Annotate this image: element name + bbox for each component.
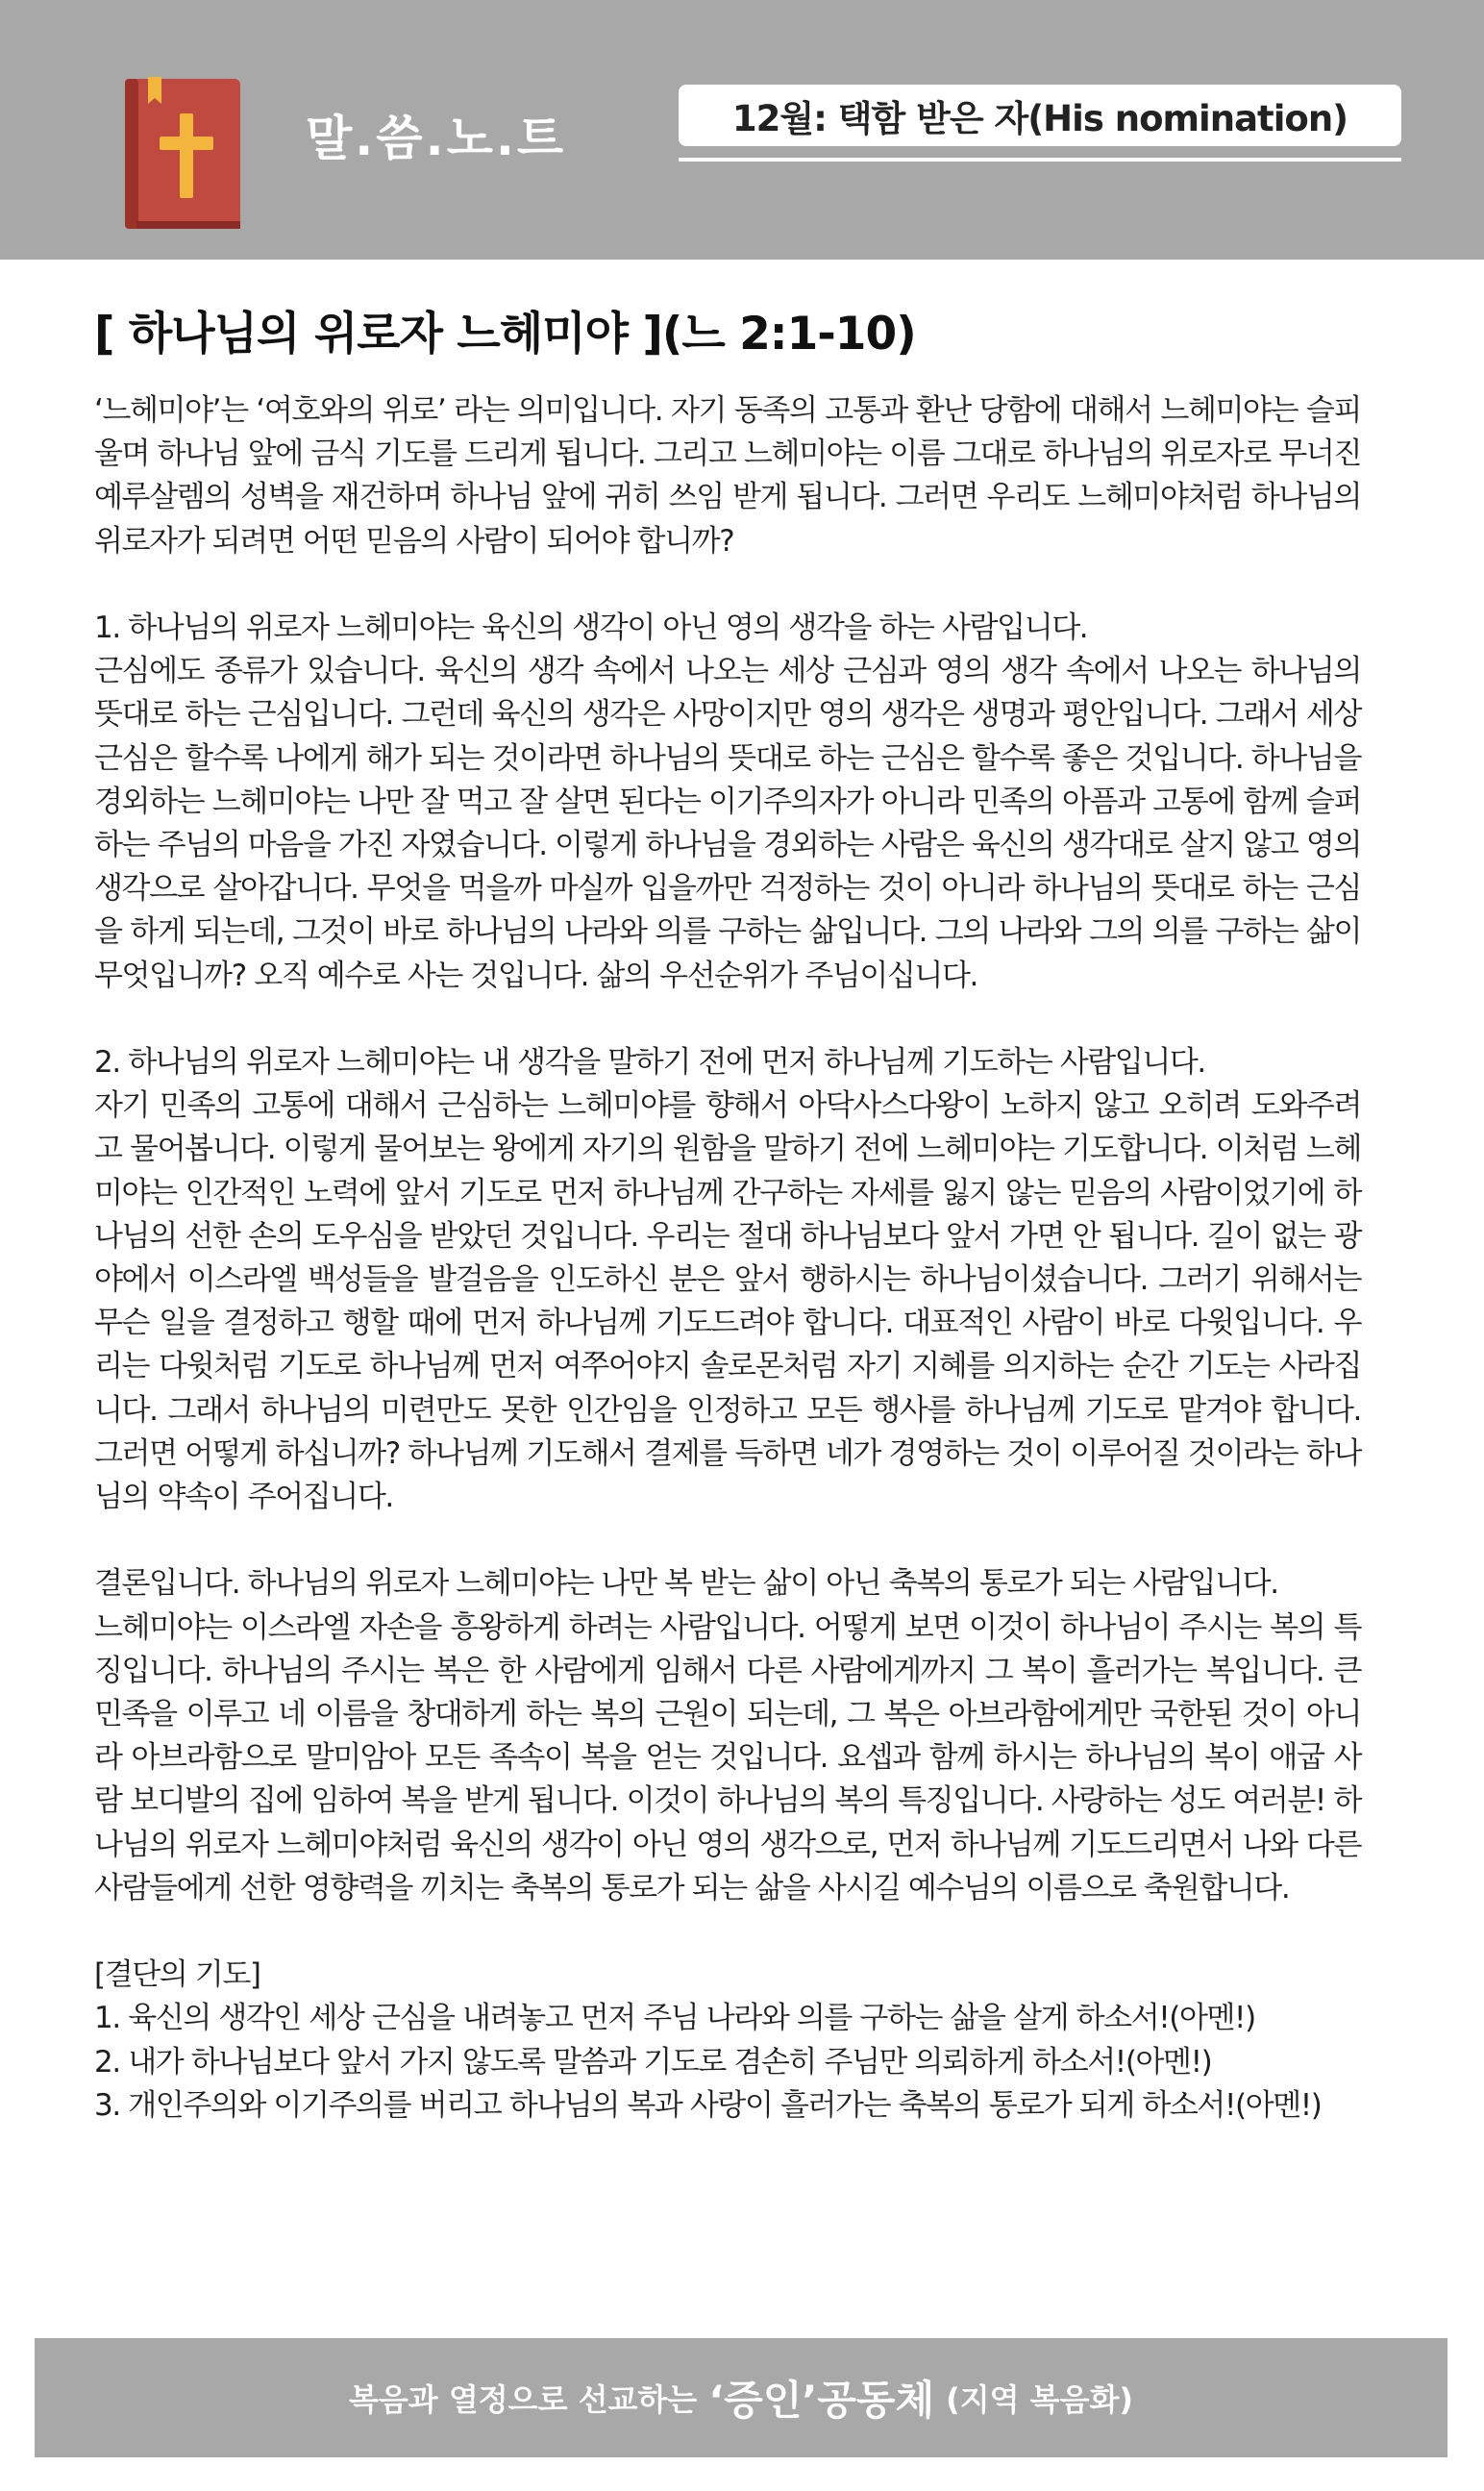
intro-paragraph: ‘느헤미야’는 ‘여호와의 위로’ 라는 의미입니다. 자기 동족의 고통과 환난 당함에 대해서 느헤미야는 슬피 울며 하나님 앞에 금식 기도를 드리게 됩니다. 그리고 느헤미야는 이름 그대로 하나님의 위로자로 무너진 예루살렘의 성벽을 재건하며 하나님 앞에 귀히 쓰임 받게 됩니다. 그러면 우리도 느헤미야처럼 하나님의 위로자가 되려면 어떤 믿음의 사람이 되어야 합니까?	[94, 393, 1361, 559]
conclusion-heading: 결론입니다. 하나님의 위로자 느헤미야는 나만 복 받는 삶이 아닌 축복의 통로가 되는 사람입니다.	[94, 1566, 1278, 1602]
footer-text-emphasis: ‘증인’공동체	[708, 2377, 935, 2424]
header-underline	[679, 158, 1401, 162]
spacer	[94, 563, 1361, 607]
prayer-item: 2. 내가 하나님보다 앞서 가지 않도록 말씀과 기도로 겸손히 주님만 의뢰하게 하소서!(아멘!)	[94, 2044, 1212, 2080]
month-theme-box	[679, 85, 1401, 146]
header-bar	[0, 0, 1484, 260]
footer-text-sub: (지역 복음화)	[946, 2381, 1134, 2418]
sermon-content	[94, 298, 1361, 2128]
point-2-body: 자기 민족의 고통에 대해서 근심하는 느헤미야를 향해서 아닥사스다왕이 노하지 않고 오히려 도와주려고 물어봅니다. 이렇게 물어보는 왕에게 자기의 원함을 말하기 전에 느헤미야는 기도합니다. 이처럼 느헤미야는 인간적인 노력에 앞서 기도로 먼저 하나님께 간구하는 자세를 잃지 않는 믿음의 사람이었기에 하나님의 선한 손의 도우심을 받았던 것입니다. 우리는 절대 하나님보다 앞서 가면 안 됩니다. 길이 없는 광야에서 이스라엘 백성들을 발걸음을 인도하신 분은 앞서 행하시는 하나님이셨습니다. 그러기 위해서는 무슨 일을 결정하고 행할 때에 먼저 하나님께 기도드려야 합니다. 대표적인 사람이 바로 다윗입니다. 우리는 다윗처럼 기도로 하나님께 먼저 여쭈어야지 솔로몬처럼 자기 지혜를 의지하는 순간 기도는 사라집니다. 그래서 하나님의 미련만도 못한 인간임을 인정하고 모든 행사를 하나님께 기도로 맡겨야 합니다. 그러면 어떻게 하십니까? 하나님께 기도해서 결제를 득하면 네가 경영하는 것이 이루어질 것이라는 하나님의 약속이 주어집니다.	[94, 1088, 1361, 1515]
brand-title: 말.씀.노.트	[306, 111, 567, 166]
prayer-item: 3. 개인주의와 이기주의를 버리고 하나님의 복과 사랑이 흘러가는 축복의 통로가 되게 하소서!(아멘!)	[94, 2087, 1322, 2123]
conclusion-body: 느헤미야는 이스라엘 자손을 흥왕하게 하려는 사람입니다. 어떻게 보면 이것이 하나님이 주시는 복의 특징입니다. 하나님의 주시는 복은 한 사람에게 임해서 다른 사람에게까지 그 복이 흘러가는 복입니다. 큰 민족을 이루고 네 이름을 창대하게 하는 복의 근원이 되는데, 그 복은 아브라함에게만 국한된 것이 아니라 아브라함으로 말미암아 모든 족속이 복을 얻는 것입니다. 요셉과 함께 하시는 하나님의 복이 애굽 사람 보디발의 집에 임하여 복을 받게 됩니다. 이것이 하나님의 복의 특징입니다. 사랑하는 성도 여러분! 하나님의 위로자 느헤미야처럼 육신의 생각이 아닌 영의 생각으로, 먼저 하나님께 기도드리면서 나와 다른 사람들에게 선한 영향력을 끼치는 축복의 통로가 되는 삶을 사시길 예수님의 이름으로 축원합니다.	[94, 1609, 1361, 1906]
sermon-body	[94, 389, 1361, 2128]
prayer-heading: [결단의 기도]	[94, 1957, 260, 1993]
spacer	[94, 998, 1361, 1041]
prayer-item: 1. 육신의 생각인 세상 근심을 내려놓고 먼저 주님 나라와 의를 구하는 삶을 살게 하소서!(아멘!)	[94, 2001, 1255, 2036]
sermon-title: [ 하나님의 위로자 느헤미야 ](느 2:1-10)	[94, 308, 916, 361]
spacer	[94, 1910, 1361, 1954]
footer-text-main: 복음과 열정으로 선교하는	[348, 2381, 698, 2418]
spacer	[94, 1519, 1361, 1562]
point-1-heading: 1. 하나님의 위로자 느헤미야는 육신의 생각이 아닌 영의 생각을 하는 사람입니다.	[94, 610, 1088, 645]
bible-cross-icon	[123, 77, 242, 231]
month-theme-text: 12월: 택함 받은 자(His nomination)	[731, 98, 1348, 139]
point-1-body: 근심에도 종류가 있습니다. 육신의 생각 속에서 나오는 세상 근심과 영의 생각 속에서 나오는 하나님의 뜻대로 하는 근심입니다. 그런데 육신의 생각은 사망이지만 영의 생각은 생명과 평안입니다. 그래서 세상 근심은 할수록 나에게 해가 되는 것이라면 하나님의 뜻대로 하는 근심은 할수록 좋은 것입니다. 하나님을 경외하는 느헤미야는 나만 잘 먹고 잘 살면 된다는 이기주의자가 아니라 민족의 아픔과 고통에 함께 슬퍼하는 주님의 마음을 가진 자였습니다. 이렇게 하나님을 경외하는 사람은 육신의 생각대로 살지 않고 영의 생각으로 살아갑니다. 무엇을 먹을까 마실까 입을까만 걱정하는 것이 아니라 하나님의 뜻대로 하는 근심을 하게 되는데, 그것이 바로 하나님의 나라와 의를 구하는 삶입니다. 그의 나라와 그의 의를 구하는 삶이 무엇입니까? 오직 예수로 사는 것입니다. 삶의 우선순위가 주님이십니다.	[94, 654, 1361, 993]
footer-banner	[35, 2338, 1447, 2457]
point-2-heading: 2. 하나님의 위로자 느헤미야는 내 생각을 말하기 전에 먼저 하나님께 기도하는 사람입니다.	[94, 1045, 1205, 1081]
